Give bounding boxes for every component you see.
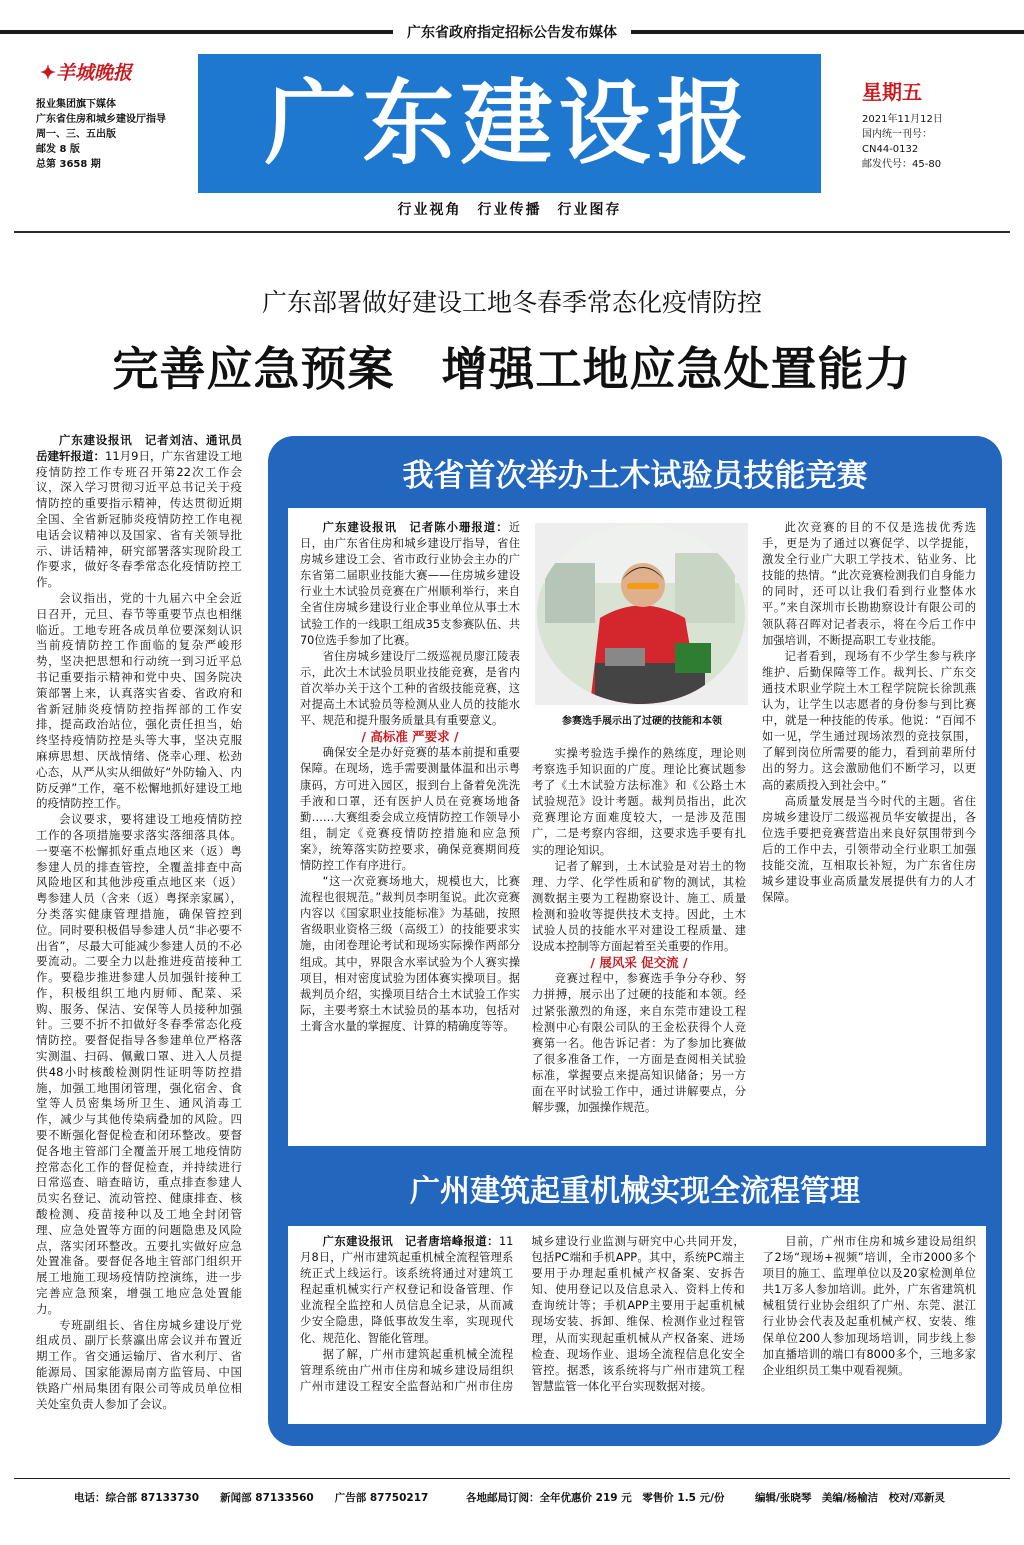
- story-paragraph: 据了解，广州市建筑起重机械全流程管理系统由广州市住房和城乡建设局组织广州市建设工程安全监督站和广州市住房城乡建设行业监测与研究中心共同开发，包括PC端和手机APP。其中，系统PC端主要用于办理起重机械产权备案、安拆告知、使用登记以及信息录入、资料上传和查询统计等；手机APP主要用于起重机械现场安装、拆卸、维保、检测作业过程管理，从而实现起重机械从产权备案、进场检查、现场作业、退场全流程信息化安全管控。据悉，该系统将与广州市建筑工程智慧监管一体化平台实现数据对接。: [300, 1235, 745, 1393]
- story-paragraph: 高质量发展是当今时代的主题。省住房城乡建设厅二级巡视员华安敏提出，各位选手要把竞赛营造出来良好氛围带到今后的工作中去，引领带动全行业职工加强技能交流，互相取长补短，为广东省住房城乡建设事业高质量发展提供有力的人才保障。: [762, 794, 976, 905]
- article-paragraph: 专班副组长、省住房城乡建设厅党组成员、副厅长蔡瀛出席会议并布置近期工作。省交通运输厅、省水利厅、省能源局、国家能源局南方监管局、中国铁路广州局集团有限公司等成员单位相关处室负责人参加了会议。: [36, 1317, 242, 1411]
- story-paragraph: 实操考验选手操作的熟练度，理论则考察选手知识面的广度。理论比赛试题参考了《土木试验方法标准》和《公路土木试验规范》设计考题。裁判员指出，此次竞赛理论方面难度较大，一是涉及范围广，二是考察内容细，这要求选手要有扎实的理论知识。: [532, 747, 746, 857]
- story-paragraph: 记者看到，现场有不少学生参与秩序维护、后勤保障等工作。裁判长、广东交通技术职业学院土木工程学院院长徐凯燕认为，让学生以志愿者的身份参与到比赛中，就是一种技能的传承。他说：“百闻不如一见，学生通过现场浓烈的竞技氛围，了解到岗位所需要的能力，看到前辈所付出的努力。这会激励他们不断学习，以更高的素质投入到社会中。”: [762, 649, 976, 792]
- story-paragraph: 确保安全是办好竞赛的基本前提和重要保障。在现场，选手需要测量体温和出示粤康码，方可进入园区，报到台上备着免洗洗手液和口罩，还有医护人员在竞赛场地备勤……大赛组委会成立疫情防控工作领导小组，制定《竞赛疫情防控措施和应急预案》，统筹落实防控要求，确保竞赛期间疫情防控工作有序进行。: [300, 746, 520, 872]
- sub-headline: 广东部署做好建设工地冬春季常态化疫情防控: [261, 288, 762, 317]
- postal-code: 邮发代号：45-80: [862, 159, 942, 170]
- weekday: 星期五: [862, 80, 922, 104]
- masthead-slogan: 行业视角 行业传播 行业图存: [397, 202, 622, 218]
- story-paragraph: “这一次竞赛场地大，规模也大，比赛流程也很规范。”裁判员李明玺说。此次竞赛内容以《国家职业技能标准》为基础，按照省级职业资格三级（高级工）的技能要求实施，由闭卷理论考试和现场实际操作两部分组成。其中，界限含水率试验为个人赛实操项目，相对密度试验为团体赛实操项目。据裁判员介绍，实操项目结合土木试验工作实际，主要考察土木试验员的基本功，包括对土膏含水量的掌握度、计算的精确度等等。: [300, 875, 520, 1033]
- main-headline: 完善应急预案 增强工地应急处置能力: [112, 342, 912, 396]
- issn-number: CN44-0132: [862, 144, 919, 155]
- article-paragraph: 会议指出，党的十九届六中全会近日召开，元旦、春节等重要节点也相继临近。工地专班各成员单位要深刻认识当前疫情防控工作面临的复杂严峻形势，坚决把思想和行动统一到习近平总书记重要指示精神和党中央、国务院决策部署上来，认真落实省委、省政府和省新冠肺炎疫情防控指挥部的工作安排，提高政治站位，强化责任担当，始终坚持疫情防控是头等大事，坚决克服麻痹思想、厌战情绪、侥幸心理、松劲心态，从严从实从细做好“外防输入、内防反弹”工作，毫不松懈地抓好建设工地的疫情防控工作。: [36, 590, 242, 811]
- story-paragraph: 此次竞赛的目的不仅是选拔优秀选手，更是为了通过以赛促学、以学提能，激发全行业广大职工学技术、钻业务、比技能的热情。“此次竞赛检测我们自身能力的同时，还可以让我们看到行业整体水平。”来自深圳市长勘勘察设计有限公司的领队蒋召晖对记者表示，将在今后工作中加强培训，不断提高职工专业技能。: [762, 521, 976, 647]
- masthead-rule: [14, 231, 1010, 233]
- issue-date: 2021年11月12日: [862, 114, 943, 125]
- article-paragraph: 广东建设报讯 记者刘洁、通讯员岳建轩报道：11月9日，广东省建设工地疫情防控工作专班召开第22次工作会议，深入学习贯彻习近平总书记关于疫情防控的重要指示精神，传达贯彻近期全国、全省新冠肺炎疫情防控工作电视电话会议精神以及国家、省有关领导批示、讲话精神，研究部署落实现阶段工作要求，做好冬春季常态化疫情防控工作。: [36, 433, 242, 590]
- byline: 广东建设报讯 记者刘洁、通讯员岳建轩报道：: [36, 433, 242, 463]
- top-banner: 广东省政府指定招标公告发布媒体: [0, 22, 1024, 42]
- issn-label: 国内统一刊号：: [862, 129, 932, 140]
- masthead-title: 广东建设报: [264, 69, 755, 177]
- masthead-info-5: 总第 3658 期: [36, 159, 101, 170]
- masthead-info-4: 邮发 8 版: [36, 144, 80, 155]
- section-subtitle: / 展风采 促交流 /: [590, 955, 688, 971]
- masthead-info-2: 广东省住房和城乡建设厅指导: [36, 114, 166, 125]
- footer-rule: [14, 1478, 1010, 1479]
- feature-title-skills-contest: 我省首次举办土木试验员技能竞赛: [402, 458, 868, 494]
- article-paragraph: 会议要求，要将建设工地疫情防控工作的各项措施要求落实落细落具体。一要毫不松懈抓好重点地区来（返）粤参建人员的排查管控，全覆盖排查中高风险地区和其他涉疫重点地区来（返）粤参建人员（含来（返）粤探亲家属），分类落实健康管理措施，确保管控到位。同时要积极倡导参建人员“非必要不出省”，尽最大可能减少参建人员的不必要流动。二要全力以赴推进疫苗接种工作。要稳步推进参建人员加强针接种工作，积极组织工地内厨师、配菜、采购、服务、保洁、安保等人员接种加强针。三要不折不扣做好冬春季常态化疫情防控。要督促指导各参建单位严格落实测温、扫码、佩戴口罩、进入人员提供48小时核酸检测阴性证明等防控措施，加强工地围闭管理，强化宿舍、食堂等人员密集场所卫生、通风消毒工作，减少与其他传染病叠加的风险。四要不断强化督促检查和闭环整改。要督促各地主管部门全覆盖开展工地疫情防控常态化工作的督促检查，并持续进行日常巡查、暗查暗访，重点排查参建人员实名登记、流动管控、健康排查、核酸检测、疫苗接种以及工地全封闭管理、应急处置等方面的问题隐患及风险点，落实闭环整改。五要扎实做好应急处置准备。要督促各地主管部门组织开展工地施工现场疫情防控演练，进一步完善应急预案，增强工地应急处置能力。: [36, 812, 242, 1316]
- crane-story: [300, 1234, 976, 1419]
- story-paragraph: 目前，广州市住房和城乡建设局组织了2场“现场+视频”培训，全市2000多个项目的施工、监理单位以及20家检测单位共1万多人参加培训。此外，广东省建筑机械租赁行业协会组织了广州、东莞、湛江行业协会代表及起重机械产权、安装、维保单位200人参加现场培训，同步线上参加直播培训的端口有8000多个，三地多家企业组织员工集中观看视频。: [762, 1235, 976, 1377]
- story-column-1: [300, 520, 520, 1140]
- footer-phones: 电话：综合部 87133730 新闻部 87133560 广告部 87750217: [74, 1492, 429, 1504]
- story-column-2: [532, 746, 746, 1138]
- contestant-illustration: [535, 523, 748, 705]
- lead-article: [36, 433, 242, 1443]
- story-paragraph: 省住房城乡建设厅二级巡视员廖江陵表示，此次土木试验员职业技能竞赛，是省内首次举办关于这个工种的省级技能竞赛，这对提高土木试验员等检测从业人员的技能水平、规范和提升服务质量具有重要意义。: [300, 649, 520, 728]
- feature-title-crane-management: 广州建筑起重机械实现全流程管理: [410, 1174, 860, 1209]
- story-column-3: [762, 520, 976, 1140]
- masthead-info-1: 报业集团旗下媒体: [36, 99, 116, 110]
- contest-photo: [535, 523, 748, 705]
- photo-caption: 参赛选手展示出了过硬的技能和本领: [562, 716, 722, 727]
- masthead-info-3: 周一、三、五出版: [36, 129, 116, 140]
- story-paragraph: 广东建设报讯 记者唐培峰报道：11月8日，广州市建筑起重机械全流程管理系统正式上线运行。该系统将通过对建筑工程起重机械实行产权登记和设备管理、作业流程全监控和人员信息全记录，从而减少安全隐患，降低事故发生率，实现现代化、规范化、智能化管理。: [300, 1235, 514, 1345]
- story-paragraph: 广东建设报讯 记者陈小珊报道：近日，由广东省住房和城乡建设厅指导，省住房城乡建设工会、省市政行业协会主办的广东省第二届职业技能大赛——住房城乡建设行业土木试验员竞赛在广州顺利举行，来自全省住房城乡建设行业企事业单位从事土木试验工作的一线职工组成35支参赛队伍、共70位选手参加了比赛。: [300, 521, 520, 647]
- footer-editors: 编辑/张晓琴 美编/杨榆洁 校对/邓新灵: [755, 1492, 946, 1504]
- footer-subscription: 各地邮局订阅：全年优惠价 219 元 零售价 1.5 元/份: [466, 1492, 725, 1504]
- story-paragraph: 竞赛过程中，参赛选手争分夺秒、努力拼搏，展示出了过硬的技能和本领。经过紧张激烈的角逐，来自东莞市建设工程检测中心有限公司队的王金松获得个人竞赛第一名。他告诉记者：为了参加比赛做了很多准备工作，一方面是查阅相关试验标准，掌握要点来提高知识储备；另一方面在平时试验工作中，通过讲解要点，分解步骤，加强操作规范。: [532, 972, 746, 1115]
- ycwb-logo: ✦羊城晚报: [40, 62, 132, 84]
- story-paragraph: 记者了解到，土木试验是对岩土的物理、力学、化学性质和矿物的测试，其检测数据主要为工程勘察设计、施工、质量检测和验收等提供技术支持。因此，土木试验人员的技能水平对建设工程质量、建设成本控制等方面起着至关重要的作用。: [532, 859, 746, 954]
- section-subtitle: / 高标准 严要求 /: [361, 729, 459, 745]
